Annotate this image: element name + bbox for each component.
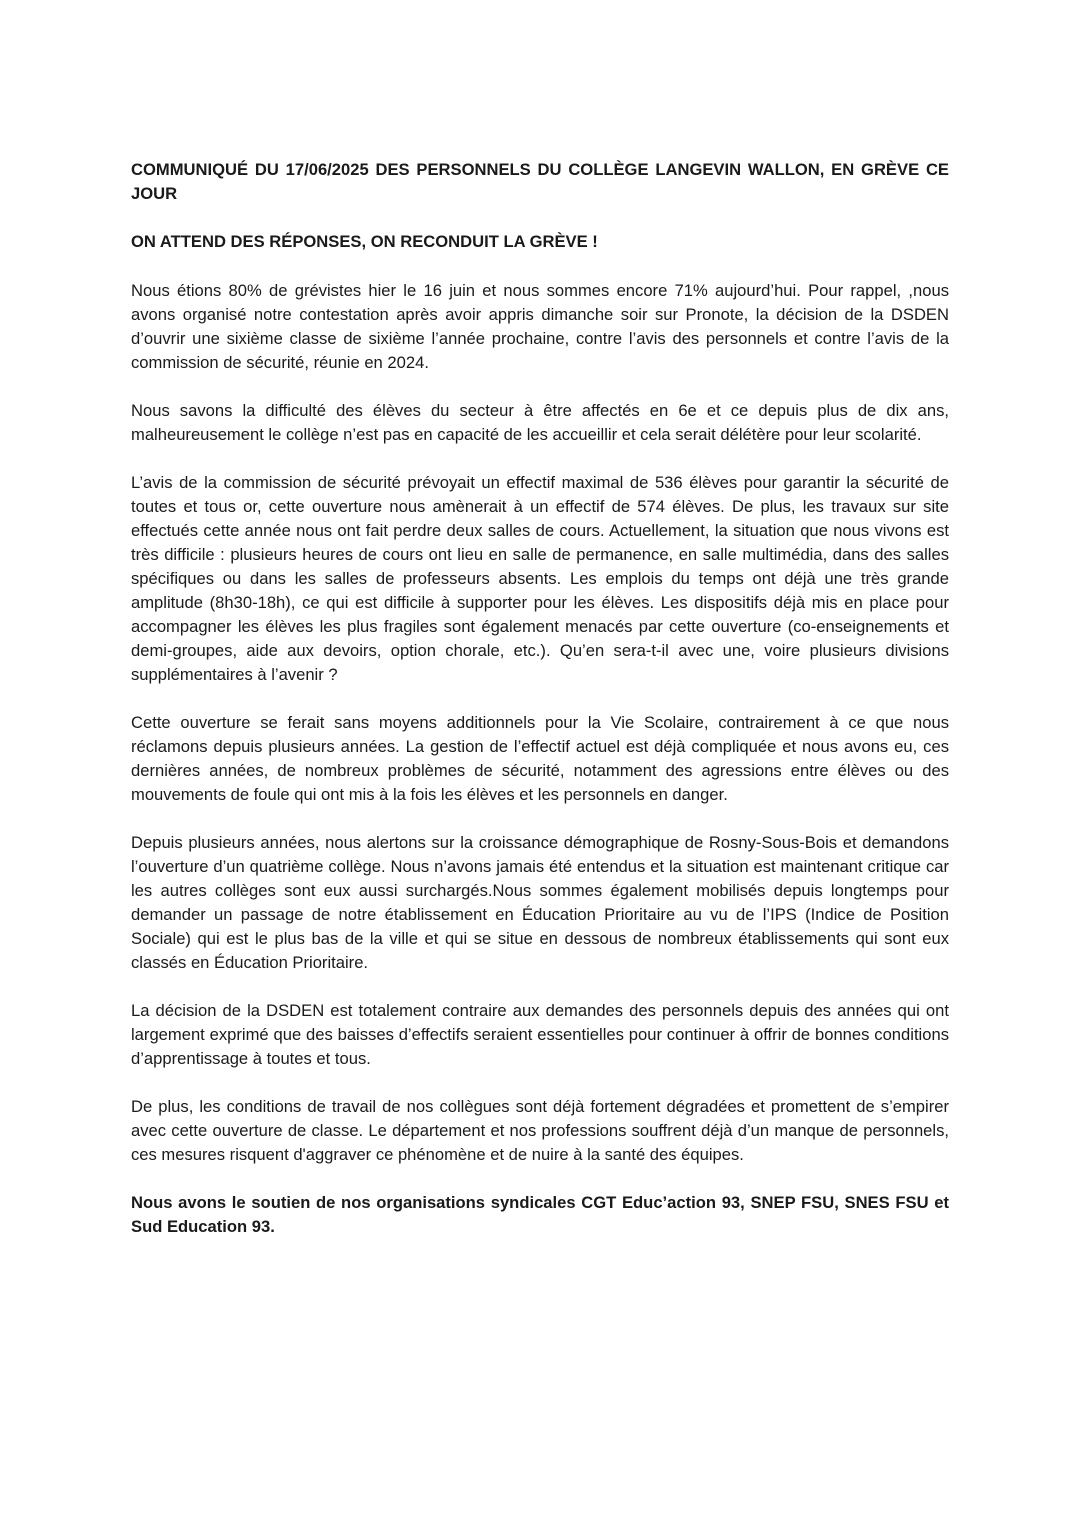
- paragraph-2: Nous savons la difficulté des élèves du secteur à être affectés en 6e et ce depuis plus de dix ans, malheureusement le collège n’est pas en capacité de les accueillir et cela serait délétère pour leur scolarité.: [131, 401, 949, 444]
- paragraph-5: Depuis plusieurs années, nous alertons sur la croissance démographique de Rosny-Sous-Bois et demandons l’ouverture d’un quatrième collège. Nous n’avons jamais été entendus et la situation est maintenant critique car les autres collèges sont eux aussi surchargés.Nous sommes également mobilisés depuis longtemps pour demander un passage de notre établissement en Éducation Prioritaire au vu de l’IPS (Indice de Position Sociale) qui est le plus bas de la ville et qui se situe en dessous de nombreux établissements qui sont eux classés en Éducation Prioritaire.: [131, 833, 949, 972]
- paragraph-3: L’avis de la commission de sécurité prévoyait un effectif maximal de 536 élèves pour garantir la sécurité de toutes et tous or, cette ouverture nous amènerait à un effectif de 574 élèves. De plus, les travaux sur site effectués cette année nous ont fait perdre deux salles de cours. Actuellement, la situation que nous vivons est très difficile : plusieurs heures de cours ont lieu en salle de permanence, en salle multimédia, dans des salles spécifiques ou dans les salles de professeurs absents. Les emplois du temps ont déjà une très grande amplitude (8h30-18h), ce qui est difficile à supporter pour les élèves. Les dispositifs déjà mis en place pour accompagner les élèves les plus fragiles sont également menacés par cette ouverture (co-enseignements et demi-groupes, aide aux devoirs, option chorale, etc.). Qu’en sera-t-il avec une, voire plusieurs divisions supplémentaires à l’avenir ?: [131, 473, 949, 684]
- document-page: [131, 158, 949, 1239]
- document-title: COMMUNIQUÉ DU 17/06/2025 DES PERSONNELS DU COLLÈGE LANGEVIN WALLON, EN GRÈVE CE JOUR: [131, 160, 949, 203]
- paragraph-6: La décision de la DSDEN est totalement contraire aux demandes des personnels depuis des années qui ont largement exprimé que des baisses d’effectifs seraient essentielles pour continuer à offrir de bonnes conditions d’apprentissage à toutes et tous.: [131, 1001, 949, 1068]
- closing-statement: Nous avons le soutien de nos organisations syndicales CGT Educ’action 93, SNEP FSU, SNES FSU et Sud Education 93.: [131, 1193, 949, 1236]
- paragraph-1: Nous étions 80% de grévistes hier le 16 juin et nous sommes encore 71% aujourd’hui. Pour rappel, ,nous avons organisé notre contestation après avoir appris dimanche soir sur Pronote, la décision de la DSDEN d’ouvrir une sixième classe de sixième l’année prochaine, contre l’avis des personnels et contre l’avis de la commission de sécurité, réunie en 2024.: [131, 281, 949, 372]
- paragraph-4: Cette ouverture se ferait sans moyens additionnels pour la Vie Scolaire, contrairement à ce que nous réclamons depuis plusieurs années. La gestion de l’effectif actuel est déjà compliquée et nous avons eu, ces dernières années, de nombreux problèmes de sécurité, notamment des agressions entre élèves ou des mouvements de foule qui ont mis à la fois les élèves et les personnels en danger.: [131, 713, 949, 804]
- paragraph-7: De plus, les conditions de travail de nos collègues sont déjà fortement dégradées et promettent de s’empirer avec cette ouverture de classe. Le département et nos professions souffrent déjà d’un manque de personnels, ces mesures risquent d'aggraver ce phénomène et de nuire à la santé des équipes.: [131, 1097, 949, 1164]
- document-subtitle: ON ATTEND DES RÉPONSES, ON RECONDUIT LA GRÈVE !: [131, 232, 598, 251]
